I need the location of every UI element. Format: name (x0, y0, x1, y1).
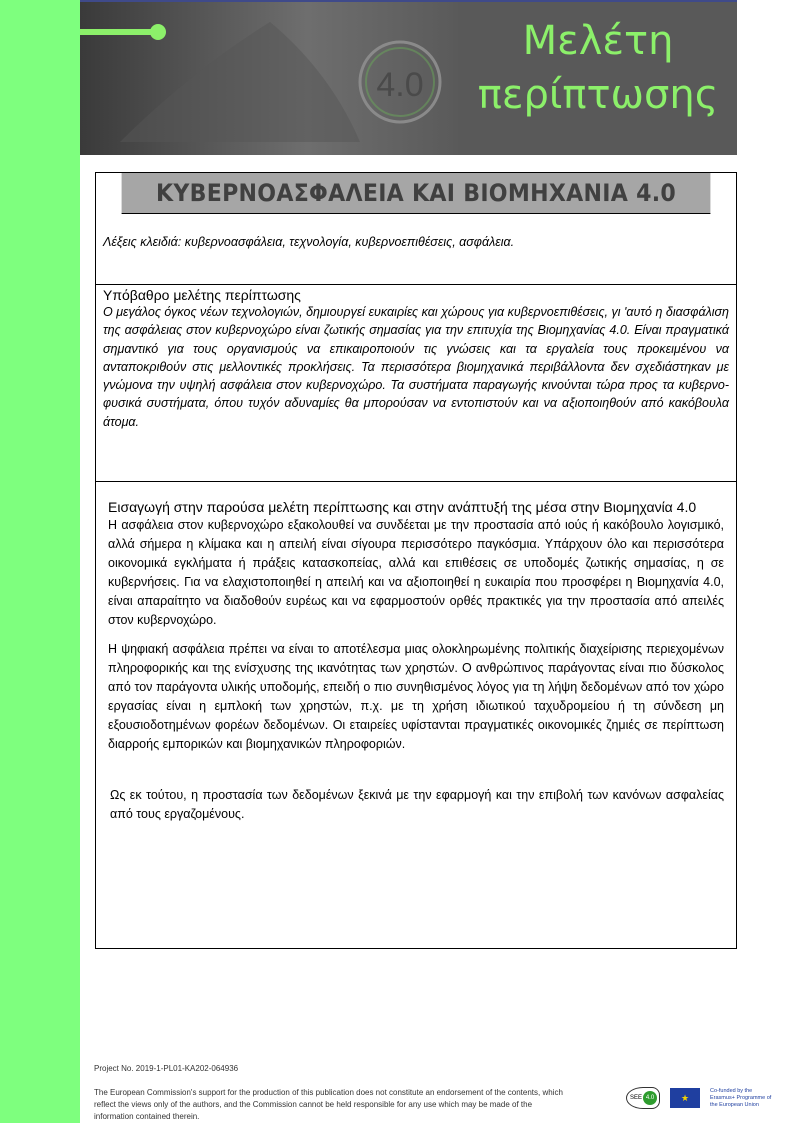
background-section (96, 285, 736, 482)
background-heading: Υπόβαθρο μελέτης περίπτωσης (103, 287, 301, 303)
introduction-section (96, 482, 736, 824)
keywords-value: : κυβερνοασφάλεια, τεχνολογία, κυβερνοεπιθέσεις, ασφάλεια. (177, 235, 515, 249)
footer-logos (626, 1087, 772, 1109)
industry-badge-text: 4.0 (376, 66, 424, 104)
introduction-paragraph: Η ασφάλεια στον κυβερνοχώρο εξακολουθεί να συνδέεται με την προστασία από ιούς ή κακόβουλο λογισμικό, αλλά σήμερα η κλίμακα και η απειλή είναι σίγουρα περισσότερο παγκόσμια. Υπάρχουν όλο και περισσότερα οικονομικά εγκλήματα ή πράξεις κατασκοπείας, αλλά και επιθέσεις σε υποδομές ζωτικής σημασίας, η σε κυβερνήσεις. Για να ελαχιστοποιηθεί η απειλή και να αξιοποιηθεί η ευκαιρία που προσφέρει η Βιομηχανία 4.0, είναι απαραίτητο να διαδοθούν ευρέως και να εφαρμοστούν ορθές πρακτικές για την προστασία από απειλές στον κυβερνοχώρο. (108, 518, 724, 627)
erasmus-cofunded-text: Co-funded by the Erasmus+ Programme of the European Union (710, 1087, 772, 1108)
project-number: Project No. 2019-1-PL01-KA202-064936 (94, 1064, 239, 1073)
background-text: Ο μεγάλος όγκος νέων τεχνολογιών, δημιουργεί ευκαιρίες και χώρους για κυβερνοεπιθέσεις, γι 'αυτό η διασφάλιση της ασφάλειας στον κυβερνοχώρο είναι ζωτικής σημασίας για την επιτυχία της Βιομηχανίας 4.0. Είναι πραγματικά σημαντικό για τους οργανισμούς να επικαιροποιούν τις γνώσεις και τα εργαλεία τους προκειμένου να ανταποκριθούν στις μελλοντικές προκλήσεις. Τα περισσότερα βιομηχανικά περιβάλλοντα δεν σχεδιάστηκαν με γνώμονα την υψηλή ασφάλεια στον κυβερνοχώρο. Τα συστήματα παραγωγής κινούνται τώρα προς τα κυβερνο-φυσικά συστήματα, όπου τυχόν αδυναμίες θα μπορούσαν να εντοπιστούν και να αξιοποιηθούν από κακόβουλα άτομα. (103, 305, 729, 429)
eu-flag-icon: ★ (670, 1088, 700, 1108)
case-study-box (95, 172, 737, 949)
see-logo-badge: 4.0 (643, 1091, 657, 1105)
see-project-logo (626, 1087, 660, 1109)
header-banner (80, 0, 737, 155)
industry-4-0-graphic (80, 2, 458, 155)
case-study-title: Μελέτη περίπτωσης (477, 18, 719, 118)
left-green-bar (0, 0, 80, 1123)
document-title: ΚΥΒΕΡΝΟΑΣΦΑΛΕΙΑ ΚΑΙ ΒΙΟΜΗΧΑΝΙΑ 4.0 (122, 173, 711, 214)
introduction-paragraph: Η ψηφιακή ασφάλεια πρέπει να είναι το αποτέλεσμα μιας ολοκληρωμένης πολιτικής διαχείρισης περιεχομένων πληροφορικής και της ενίσχυσης της ικανότητας των χρηστών. Ο ανθρώπινος παράγοντας είναι πιο δύσκολος από τον παράγοντα υλικής υποδομής, επειδή ο πιο συνηθισμένος λόγος για τη λήψη δεδομένων από τον χώρο εργασίας είναι η εμπλοκή των χρηστών, π.χ. με τη χρήση ιδιωτικού ταχυδρομείου ή τη σύνδεση μη εξουσιοδοτημένων φορέων δεδομένων. Οι εταιρείες υφίστανται πραγματικές οικονομικές ζημιές σε περίπτωση διαρροής εμπορικών και βιομηχανικών πληροφοριών. (108, 642, 724, 751)
keywords-section (96, 214, 736, 285)
banner-photo (80, 2, 458, 155)
eu-disclaimer: The European Commission's support for the production of this publication does not constitute an endorsement of the contents, which reflect the views only of the authors, and the Commission cannot be held responsible for any use which may be made of the information contained therein. (94, 1088, 563, 1121)
introduction-heading: Εισαγωγή στην παρούσα μελέτη περίπτωσης και στην ανάπτυξή της μέσα στην Βιομηχανία 4.0 (108, 499, 697, 515)
keywords-label: Λέξεις κλειδιά (103, 235, 178, 249)
introduction-paragraph: Ως εκ τούτου, η προστασία των δεδομένων ξεκινά με την εφαρμογή και την επιβολή των κανόνων ασφαλείας από τους εργαζομένους. (110, 788, 724, 821)
see-logo-text: SEE (630, 1095, 643, 1101)
